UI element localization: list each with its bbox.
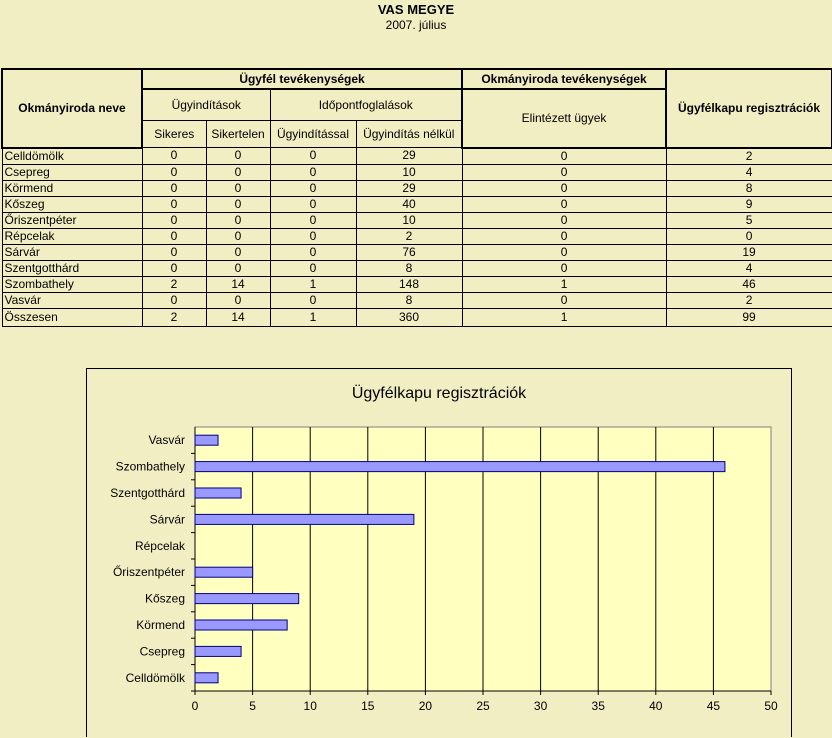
- value-cell: 2: [356, 228, 462, 244]
- value-cell: 0: [206, 244, 270, 260]
- bar: [195, 620, 287, 630]
- bar: [195, 567, 253, 577]
- value-cell: 0: [206, 180, 270, 196]
- value-cell: 148: [356, 276, 462, 292]
- x-tick-label: 35: [591, 699, 605, 713]
- value-cell: 1: [462, 276, 666, 292]
- office-name-cell: Őriszentpéter: [2, 212, 142, 228]
- value-cell: 0: [206, 212, 270, 228]
- value-cell: 0: [666, 228, 832, 244]
- total-label-cell: Összesen: [2, 308, 142, 326]
- value-cell: 0: [206, 260, 270, 276]
- total-value-cell: 360: [356, 308, 462, 326]
- value-cell: 0: [206, 228, 270, 244]
- value-cell: 40: [356, 196, 462, 212]
- value-cell: 1: [270, 276, 356, 292]
- value-cell: 0: [142, 260, 206, 276]
- office-name-cell: Szentgotthárd: [2, 260, 142, 276]
- value-cell: 4: [666, 164, 832, 180]
- category-label: Celldömölk: [125, 670, 185, 685]
- table-row: [2, 164, 832, 180]
- col-header-name: Okmányiroda neve: [2, 69, 142, 148]
- value-cell: 0: [270, 228, 356, 244]
- table-row: [2, 196, 832, 212]
- office-name-cell: Kőszeg: [2, 196, 142, 212]
- value-cell: 2: [666, 292, 832, 308]
- group-header-ugyfel: Ügyfél tevékenységek: [142, 69, 462, 89]
- report-subtitle: 2007. július: [385, 18, 447, 32]
- x-tick-label: 10: [303, 699, 317, 713]
- table-row: [2, 212, 832, 228]
- value-cell: 0: [206, 148, 270, 165]
- value-cell: 2: [142, 276, 206, 292]
- statistics-table: [1, 68, 832, 327]
- value-cell: 0: [142, 292, 206, 308]
- x-tick-label: 15: [361, 699, 375, 713]
- value-cell: 76: [356, 244, 462, 260]
- bar: [195, 435, 218, 445]
- value-cell: 0: [462, 180, 666, 196]
- office-name-cell: Körmend: [2, 180, 142, 196]
- value-cell: 4: [666, 260, 832, 276]
- table-row: [2, 260, 832, 276]
- x-tick-label: 0: [191, 699, 199, 713]
- x-tick-label: 40: [649, 699, 663, 713]
- value-cell: 8: [666, 180, 832, 196]
- value-cell: 0: [462, 260, 666, 276]
- bar-chart: [87, 369, 793, 738]
- leaf-header-ugyinditassal: Ügyindítással: [270, 121, 356, 148]
- value-cell: 0: [206, 164, 270, 180]
- table-row: [2, 276, 832, 292]
- table-row: [2, 148, 832, 165]
- value-cell: 0: [206, 292, 270, 308]
- value-cell: 0: [270, 196, 356, 212]
- total-value-cell: 14: [206, 308, 270, 326]
- chart-container: [86, 368, 792, 737]
- value-cell: 0: [462, 244, 666, 260]
- value-cell: 0: [270, 244, 356, 260]
- value-cell: 0: [142, 244, 206, 260]
- value-cell: 2: [666, 148, 832, 165]
- total-value-cell: 1: [270, 308, 356, 326]
- x-tick-label: 20: [418, 699, 433, 713]
- office-name-cell: Csepreg: [2, 164, 142, 180]
- x-tick-label: 45: [706, 699, 721, 713]
- category-label: Őriszentpéter: [112, 565, 185, 580]
- bar: [195, 514, 414, 524]
- value-cell: 0: [270, 180, 356, 196]
- value-cell: 19: [666, 244, 832, 260]
- group-header-okmany: Okmányiroda tevékenységek: [462, 69, 666, 89]
- value-cell: 0: [270, 164, 356, 180]
- office-name-cell: Vasvár: [2, 292, 142, 308]
- value-cell: 9: [666, 196, 832, 212]
- value-cell: 0: [206, 196, 270, 212]
- value-cell: 0: [142, 196, 206, 212]
- bar: [195, 673, 218, 683]
- chart-title: Ügyfélkapu regisztrációk: [351, 385, 527, 402]
- value-cell: 10: [356, 164, 462, 180]
- col-header-kapu: Ügyfélkapu regisztrációk: [666, 69, 832, 148]
- leaf-header-sikertelen: Sikertelen: [206, 121, 270, 148]
- x-tick-label: 25: [476, 699, 490, 713]
- x-tick-label: 50: [764, 699, 778, 713]
- value-cell: 8: [356, 292, 462, 308]
- value-cell: 0: [462, 164, 666, 180]
- bar: [195, 594, 299, 604]
- x-tick-label: 5: [249, 699, 256, 713]
- category-label: Sárvár: [149, 512, 185, 527]
- value-cell: 0: [270, 292, 356, 308]
- value-cell: 0: [270, 148, 356, 165]
- value-cell: 0: [462, 292, 666, 308]
- value-cell: 29: [356, 180, 462, 196]
- subheader-elintezett: Elintézett ügyek: [462, 89, 666, 148]
- category-label: Körmend: [136, 618, 185, 632]
- bar: [195, 646, 241, 656]
- value-cell: 0: [462, 212, 666, 228]
- value-cell: 8: [356, 260, 462, 276]
- table-row: [2, 228, 832, 244]
- value-cell: 0: [270, 212, 356, 228]
- category-label: Szombathely: [115, 459, 185, 474]
- total-value-cell: 99: [666, 308, 832, 326]
- leaf-header-nelkul: Ügyindítás nélkül: [356, 121, 462, 148]
- value-cell: 0: [462, 148, 666, 165]
- value-cell: 0: [462, 196, 666, 212]
- value-cell: 0: [270, 260, 356, 276]
- category-label: Szentgotthárd: [110, 486, 185, 500]
- category-label: Vasvár: [148, 433, 185, 448]
- bar: [195, 488, 241, 498]
- report-title: VAS MEGYE: [377, 2, 455, 17]
- category-label: Csepreg: [139, 644, 185, 659]
- value-cell: 0: [142, 212, 206, 228]
- value-cell: 0: [142, 164, 206, 180]
- category-label: Répcelak: [134, 538, 185, 553]
- x-tick-label: 30: [533, 699, 548, 713]
- leaf-header-sikeres: Sikeres: [142, 121, 206, 148]
- value-cell: 46: [666, 276, 832, 292]
- table-row: [2, 244, 832, 260]
- office-name-cell: Szombathely: [2, 276, 142, 292]
- value-cell: 0: [142, 148, 206, 165]
- report-header: [0, 2, 832, 33]
- table-row: [2, 292, 832, 308]
- category-label: Kőszeg: [144, 591, 185, 606]
- value-cell: 29: [356, 148, 462, 165]
- value-cell: 0: [142, 228, 206, 244]
- total-value-cell: 2: [142, 308, 206, 326]
- total-value-cell: 1: [462, 308, 666, 326]
- subheader-ugyinditasok: Ügyindítások: [142, 89, 270, 121]
- table-body: [2, 148, 832, 327]
- value-cell: 0: [462, 228, 666, 244]
- total-row: [2, 308, 832, 326]
- table-row: [2, 180, 832, 196]
- value-cell: 5: [666, 212, 832, 228]
- office-name-cell: Celldömölk: [2, 148, 142, 165]
- office-name-cell: Répcelak: [2, 228, 142, 244]
- subheader-idopont: Időpontfoglalások: [270, 89, 462, 121]
- value-cell: 10: [356, 212, 462, 228]
- value-cell: 14: [206, 276, 270, 292]
- bar: [195, 462, 725, 472]
- value-cell: 0: [142, 180, 206, 196]
- office-name-cell: Sárvár: [2, 244, 142, 260]
